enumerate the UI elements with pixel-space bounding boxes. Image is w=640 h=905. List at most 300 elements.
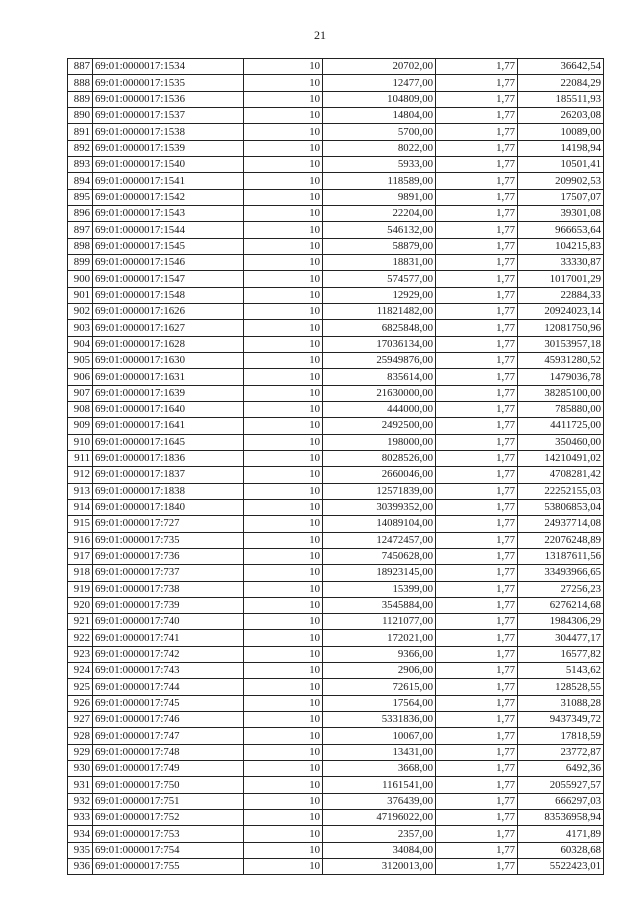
row-number-cell: 899: [68, 254, 93, 270]
table-row: [68, 418, 604, 434]
rate-cell: 1,77: [436, 614, 518, 630]
cadastral-number-cell: 69:01:0000017:737: [93, 565, 244, 581]
area-cell: 25949876,00: [323, 352, 436, 368]
total-cell: 17818,59: [518, 728, 604, 744]
rate-cell: 1,77: [436, 434, 518, 450]
row-number-cell: 928: [68, 728, 93, 744]
rate-cell: 1,77: [436, 173, 518, 189]
area-cell: 3668,00: [323, 761, 436, 777]
table-row: [68, 271, 604, 287]
row-number-cell: 889: [68, 91, 93, 107]
cadastral-number-cell: 69:01:0000017:1545: [93, 238, 244, 254]
cadastral-number-cell: 69:01:0000017:1838: [93, 483, 244, 499]
cadastral-number-cell: 69:01:0000017:755: [93, 859, 244, 875]
table-row: [68, 124, 604, 140]
table-row: [68, 826, 604, 842]
table-row: [68, 548, 604, 564]
coefficient-cell: 10: [244, 516, 323, 532]
area-cell: 14804,00: [323, 107, 436, 123]
rate-cell: 1,77: [436, 450, 518, 466]
coefficient-cell: 10: [244, 222, 323, 238]
row-number-cell: 924: [68, 663, 93, 679]
total-cell: 9437349,72: [518, 712, 604, 728]
table-row: [68, 107, 604, 123]
row-number-cell: 917: [68, 548, 93, 564]
total-cell: 6276214,68: [518, 597, 604, 613]
coefficient-cell: 10: [244, 810, 323, 826]
total-cell: 45931280,52: [518, 352, 604, 368]
rate-cell: 1,77: [436, 401, 518, 417]
area-cell: 1121077,00: [323, 614, 436, 630]
coefficient-cell: 10: [244, 59, 323, 75]
row-number-cell: 930: [68, 761, 93, 777]
total-cell: 22884,33: [518, 287, 604, 303]
area-cell: 14089104,00: [323, 516, 436, 532]
cadastral-number-cell: 69:01:0000017:1640: [93, 401, 244, 417]
cadastral-number-cell: 69:01:0000017:744: [93, 679, 244, 695]
table-row: [68, 597, 604, 613]
area-cell: 7450628,00: [323, 548, 436, 564]
row-number-cell: 918: [68, 565, 93, 581]
table-row: [68, 499, 604, 515]
coefficient-cell: 10: [244, 303, 323, 319]
coefficient-cell: 10: [244, 712, 323, 728]
cadastral-number-cell: 69:01:0000017:1645: [93, 434, 244, 450]
table-row: [68, 712, 604, 728]
total-cell: 30153957,18: [518, 336, 604, 352]
rate-cell: 1,77: [436, 695, 518, 711]
coefficient-cell: 10: [244, 777, 323, 793]
table-row: [68, 859, 604, 875]
coefficient-cell: 10: [244, 205, 323, 221]
row-number-cell: 931: [68, 777, 93, 793]
table-row: [68, 352, 604, 368]
table-row: [68, 205, 604, 221]
rate-cell: 1,77: [436, 385, 518, 401]
cadastral-number-cell: 69:01:0000017:1628: [93, 336, 244, 352]
rate-cell: 1,77: [436, 320, 518, 336]
row-number-cell: 904: [68, 336, 93, 352]
rate-cell: 1,77: [436, 597, 518, 613]
row-number-cell: 911: [68, 450, 93, 466]
row-number-cell: 895: [68, 189, 93, 205]
total-cell: 33493966,65: [518, 565, 604, 581]
row-number-cell: 907: [68, 385, 93, 401]
area-cell: 18831,00: [323, 254, 436, 270]
cadastral-number-cell: 69:01:0000017:742: [93, 646, 244, 662]
cadastral-number-cell: 69:01:0000017:1546: [93, 254, 244, 270]
cadastral-number-cell: 69:01:0000017:753: [93, 826, 244, 842]
area-cell: 2660046,00: [323, 467, 436, 483]
page-number: 21: [314, 28, 326, 42]
area-cell: 12571839,00: [323, 483, 436, 499]
row-number-cell: 892: [68, 140, 93, 156]
total-cell: 2055927,57: [518, 777, 604, 793]
rate-cell: 1,77: [436, 59, 518, 75]
coefficient-cell: 10: [244, 744, 323, 760]
table-row: [68, 303, 604, 319]
total-cell: 10501,41: [518, 156, 604, 172]
area-cell: 22204,00: [323, 205, 436, 221]
row-number-cell: 909: [68, 418, 93, 434]
total-cell: 4708281,42: [518, 467, 604, 483]
table-row: [68, 467, 604, 483]
total-cell: 14198,94: [518, 140, 604, 156]
total-cell: 350460,00: [518, 434, 604, 450]
area-cell: 104809,00: [323, 91, 436, 107]
coefficient-cell: 10: [244, 859, 323, 875]
coefficient-cell: 10: [244, 189, 323, 205]
coefficient-cell: 10: [244, 842, 323, 858]
rate-cell: 1,77: [436, 793, 518, 809]
row-number-cell: 888: [68, 75, 93, 91]
total-cell: 83536958,94: [518, 810, 604, 826]
area-cell: 5331836,00: [323, 712, 436, 728]
row-number-cell: 920: [68, 597, 93, 613]
rate-cell: 1,77: [436, 499, 518, 515]
table-row: [68, 663, 604, 679]
total-cell: 185511,93: [518, 91, 604, 107]
cadastral-number-cell: 69:01:0000017:747: [93, 728, 244, 744]
area-cell: 12929,00: [323, 287, 436, 303]
cadastral-number-cell: 69:01:0000017:1627: [93, 320, 244, 336]
rate-cell: 1,77: [436, 352, 518, 368]
coefficient-cell: 10: [244, 124, 323, 140]
row-number-cell: 905: [68, 352, 93, 368]
table-row: [68, 401, 604, 417]
total-cell: 666297,03: [518, 793, 604, 809]
table-row: [68, 679, 604, 695]
area-cell: 72615,00: [323, 679, 436, 695]
total-cell: 33330,87: [518, 254, 604, 270]
cadastral-number-cell: 69:01:0000017:1547: [93, 271, 244, 287]
rate-cell: 1,77: [436, 303, 518, 319]
table-row: [68, 173, 604, 189]
rate-cell: 1,77: [436, 761, 518, 777]
rate-cell: 1,77: [436, 516, 518, 532]
coefficient-cell: 10: [244, 532, 323, 548]
area-cell: 34084,00: [323, 842, 436, 858]
total-cell: 5522423,01: [518, 859, 604, 875]
area-cell: 2492500,00: [323, 418, 436, 434]
area-cell: 58879,00: [323, 238, 436, 254]
row-number-cell: 908: [68, 401, 93, 417]
cadastral-number-cell: 69:01:0000017:1840: [93, 499, 244, 515]
row-number-cell: 921: [68, 614, 93, 630]
row-number-cell: 891: [68, 124, 93, 140]
total-cell: 22252155,03: [518, 483, 604, 499]
table-row: [68, 646, 604, 662]
area-cell: 17564,00: [323, 695, 436, 711]
rate-cell: 1,77: [436, 287, 518, 303]
rate-cell: 1,77: [436, 565, 518, 581]
coefficient-cell: 10: [244, 271, 323, 287]
rate-cell: 1,77: [436, 254, 518, 270]
table-row: [68, 189, 604, 205]
cadastral-number-cell: 69:01:0000017:738: [93, 581, 244, 597]
coefficient-cell: 10: [244, 663, 323, 679]
row-number-cell: 887: [68, 59, 93, 75]
total-cell: 39301,08: [518, 205, 604, 221]
total-cell: 60328,68: [518, 842, 604, 858]
cadastral-number-cell: 69:01:0000017:1541: [93, 173, 244, 189]
table-row: [68, 483, 604, 499]
area-cell: 5700,00: [323, 124, 436, 140]
rate-cell: 1,77: [436, 418, 518, 434]
table-row: [68, 516, 604, 532]
area-cell: 2906,00: [323, 663, 436, 679]
rate-cell: 1,77: [436, 336, 518, 352]
area-cell: 5933,00: [323, 156, 436, 172]
total-cell: 13187611,56: [518, 548, 604, 564]
coefficient-cell: 10: [244, 499, 323, 515]
table-row: [68, 565, 604, 581]
coefficient-cell: 10: [244, 418, 323, 434]
area-cell: 8028526,00: [323, 450, 436, 466]
area-cell: 18923145,00: [323, 565, 436, 581]
rate-cell: 1,77: [436, 548, 518, 564]
row-number-cell: 916: [68, 532, 93, 548]
coefficient-cell: 10: [244, 254, 323, 270]
total-cell: 1479036,78: [518, 369, 604, 385]
row-number-cell: 927: [68, 712, 93, 728]
rate-cell: 1,77: [436, 744, 518, 760]
table-row: [68, 320, 604, 336]
cadastral-number-cell: 69:01:0000017:727: [93, 516, 244, 532]
total-cell: 24937714,08: [518, 516, 604, 532]
coefficient-cell: 10: [244, 826, 323, 842]
row-number-cell: 919: [68, 581, 93, 597]
total-cell: 12081750,96: [518, 320, 604, 336]
total-cell: 22084,29: [518, 75, 604, 91]
area-cell: 11821482,00: [323, 303, 436, 319]
coefficient-cell: 10: [244, 287, 323, 303]
area-cell: 3120013,00: [323, 859, 436, 875]
cadastral-number-cell: 69:01:0000017:749: [93, 761, 244, 777]
area-cell: 376439,00: [323, 793, 436, 809]
cadastral-number-cell: 69:01:0000017:1538: [93, 124, 244, 140]
row-number-cell: 912: [68, 467, 93, 483]
total-cell: 304477,17: [518, 630, 604, 646]
area-cell: 12477,00: [323, 75, 436, 91]
cadastral-number-cell: 69:01:0000017:1535: [93, 75, 244, 91]
table-row: [68, 369, 604, 385]
table-row: [68, 238, 604, 254]
cadastral-number-cell: 69:01:0000017:748: [93, 744, 244, 760]
coefficient-cell: 10: [244, 352, 323, 368]
rate-cell: 1,77: [436, 826, 518, 842]
total-cell: 966653,64: [518, 222, 604, 238]
row-number-cell: 898: [68, 238, 93, 254]
cadastral-number-cell: 69:01:0000017:752: [93, 810, 244, 826]
row-number-cell: 910: [68, 434, 93, 450]
row-number-cell: 901: [68, 287, 93, 303]
coefficient-cell: 10: [244, 581, 323, 597]
table-row: [68, 630, 604, 646]
rate-cell: 1,77: [436, 91, 518, 107]
row-number-cell: 925: [68, 679, 93, 695]
rate-cell: 1,77: [436, 712, 518, 728]
area-cell: 21630000,00: [323, 385, 436, 401]
cadastral-number-cell: 69:01:0000017:1534: [93, 59, 244, 75]
area-cell: 47196022,00: [323, 810, 436, 826]
table-row: [68, 156, 604, 172]
area-cell: 20702,00: [323, 59, 436, 75]
cadastral-number-cell: 69:01:0000017:1631: [93, 369, 244, 385]
table-row: [68, 222, 604, 238]
cadastral-number-cell: 69:01:0000017:1630: [93, 352, 244, 368]
area-cell: 198000,00: [323, 434, 436, 450]
cadastral-number-cell: 69:01:0000017:1536: [93, 91, 244, 107]
rate-cell: 1,77: [436, 859, 518, 875]
table-row: [68, 532, 604, 548]
cadastral-number-cell: 69:01:0000017:736: [93, 548, 244, 564]
cadastral-number-cell: 69:01:0000017:746: [93, 712, 244, 728]
area-cell: 835614,00: [323, 369, 436, 385]
coefficient-cell: 10: [244, 467, 323, 483]
coefficient-cell: 10: [244, 793, 323, 809]
total-cell: 20924023,14: [518, 303, 604, 319]
coefficient-cell: 10: [244, 679, 323, 695]
coefficient-cell: 10: [244, 434, 323, 450]
coefficient-cell: 10: [244, 565, 323, 581]
area-cell: 2357,00: [323, 826, 436, 842]
coefficient-cell: 10: [244, 761, 323, 777]
row-number-cell: 935: [68, 842, 93, 858]
rate-cell: 1,77: [436, 75, 518, 91]
coefficient-cell: 10: [244, 614, 323, 630]
table-row: [68, 810, 604, 826]
area-cell: 1161541,00: [323, 777, 436, 793]
table-row: [68, 614, 604, 630]
rate-cell: 1,77: [436, 630, 518, 646]
row-number-cell: 933: [68, 810, 93, 826]
cadastral-number-cell: 69:01:0000017:735: [93, 532, 244, 548]
rate-cell: 1,77: [436, 842, 518, 858]
coefficient-cell: 10: [244, 695, 323, 711]
row-number-cell: 936: [68, 859, 93, 875]
coefficient-cell: 10: [244, 238, 323, 254]
row-number-cell: 929: [68, 744, 93, 760]
row-number-cell: 906: [68, 369, 93, 385]
area-cell: 10067,00: [323, 728, 436, 744]
coefficient-cell: 10: [244, 597, 323, 613]
land-plot-table: [67, 58, 604, 875]
row-number-cell: 896: [68, 205, 93, 221]
table-row: [68, 336, 604, 352]
rate-cell: 1,77: [436, 663, 518, 679]
rate-cell: 1,77: [436, 369, 518, 385]
row-number-cell: 926: [68, 695, 93, 711]
area-cell: 574577,00: [323, 271, 436, 287]
cadastral-number-cell: 69:01:0000017:1837: [93, 467, 244, 483]
total-cell: 1984306,29: [518, 614, 604, 630]
area-cell: 8022,00: [323, 140, 436, 156]
cadastral-number-cell: 69:01:0000017:745: [93, 695, 244, 711]
total-cell: 10089,00: [518, 124, 604, 140]
table-row: [68, 581, 604, 597]
table-row: [68, 75, 604, 91]
row-number-cell: 923: [68, 646, 93, 662]
row-number-cell: 922: [68, 630, 93, 646]
rate-cell: 1,77: [436, 467, 518, 483]
area-cell: 546132,00: [323, 222, 436, 238]
cadastral-number-cell: 69:01:0000017:1626: [93, 303, 244, 319]
cadastral-number-cell: 69:01:0000017:1539: [93, 140, 244, 156]
table-row: [68, 777, 604, 793]
table-row: [68, 140, 604, 156]
total-cell: 26203,08: [518, 107, 604, 123]
cadastral-number-cell: 69:01:0000017:1836: [93, 450, 244, 466]
table-row: [68, 695, 604, 711]
area-cell: 118589,00: [323, 173, 436, 189]
coefficient-cell: 10: [244, 336, 323, 352]
coefficient-cell: 10: [244, 173, 323, 189]
rate-cell: 1,77: [436, 581, 518, 597]
cadastral-number-cell: 69:01:0000017:739: [93, 597, 244, 613]
table-row: [68, 434, 604, 450]
row-number-cell: 913: [68, 483, 93, 499]
row-number-cell: 932: [68, 793, 93, 809]
cadastral-number-cell: 69:01:0000017:740: [93, 614, 244, 630]
coefficient-cell: 10: [244, 630, 323, 646]
coefficient-cell: 10: [244, 646, 323, 662]
total-cell: 14210491,02: [518, 450, 604, 466]
table-row: [68, 793, 604, 809]
table-row: [68, 59, 604, 75]
rate-cell: 1,77: [436, 777, 518, 793]
cadastral-number-cell: 69:01:0000017:1548: [93, 287, 244, 303]
table-row: [68, 842, 604, 858]
table-row: [68, 385, 604, 401]
coefficient-cell: 10: [244, 401, 323, 417]
cadastral-number-cell: 69:01:0000017:1540: [93, 156, 244, 172]
total-cell: 104215,83: [518, 238, 604, 254]
area-cell: 30399352,00: [323, 499, 436, 515]
table-row: [68, 728, 604, 744]
area-cell: 172021,00: [323, 630, 436, 646]
rate-cell: 1,77: [436, 810, 518, 826]
total-cell: 4171,89: [518, 826, 604, 842]
coefficient-cell: 10: [244, 385, 323, 401]
cadastral-number-cell: 69:01:0000017:751: [93, 793, 244, 809]
row-number-cell: 902: [68, 303, 93, 319]
area-cell: 3545884,00: [323, 597, 436, 613]
area-cell: 17036134,00: [323, 336, 436, 352]
area-cell: 444000,00: [323, 401, 436, 417]
coefficient-cell: 10: [244, 450, 323, 466]
cadastral-number-cell: 69:01:0000017:1544: [93, 222, 244, 238]
area-cell: 6825848,00: [323, 320, 436, 336]
row-number-cell: 934: [68, 826, 93, 842]
row-number-cell: 915: [68, 516, 93, 532]
row-number-cell: 890: [68, 107, 93, 123]
rate-cell: 1,77: [436, 483, 518, 499]
total-cell: 128528,55: [518, 679, 604, 695]
rate-cell: 1,77: [436, 124, 518, 140]
table-row: [68, 450, 604, 466]
cadastral-number-cell: 69:01:0000017:754: [93, 842, 244, 858]
area-cell: 9891,00: [323, 189, 436, 205]
cadastral-number-cell: 69:01:0000017:750: [93, 777, 244, 793]
total-cell: 22076248,89: [518, 532, 604, 548]
coefficient-cell: 10: [244, 369, 323, 385]
rate-cell: 1,77: [436, 107, 518, 123]
cadastral-number-cell: 69:01:0000017:1537: [93, 107, 244, 123]
row-number-cell: 893: [68, 156, 93, 172]
area-cell: 15399,00: [323, 581, 436, 597]
row-number-cell: 897: [68, 222, 93, 238]
